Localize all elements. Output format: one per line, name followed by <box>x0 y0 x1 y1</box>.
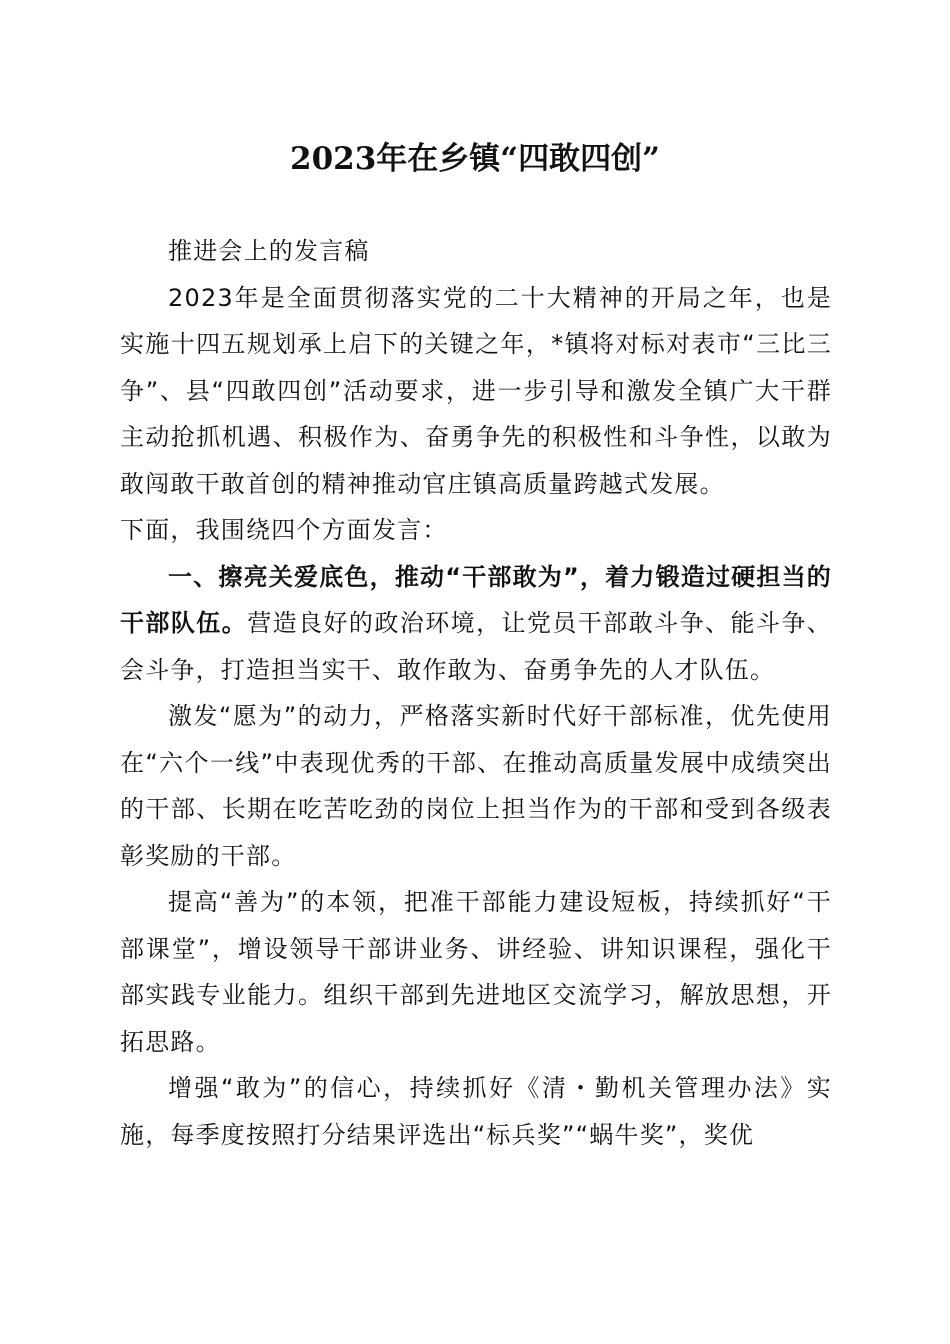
paragraph-text: 营造良好的政治环境，让党员干部敢斗争、能斗争、会斗争，打造担当实干、敢作敢为、奋勇争先的人才队伍。 <box>120 609 832 684</box>
paragraph-text: 2023年是全面贯彻落实党的二十大精神的开局之年，也是实施十四五规划承上启下的关键之年，*镇将对标对表市“三比三争”、县“四敢四创”活动要求，进一步引导和激发全镇广大干群主动抢抓机遇、积极作为、奋勇争先的积极性和斗争性，以敢为敢闯敢干敢首创的精神推动官庄镇高质量跨越式发展。 <box>120 283 832 498</box>
paragraph-text: 提高“善为”的本领，把准干部能力建设短板，持续抓好“干部课堂”，增设领导干部讲业务、讲经验、讲知识课程，强化干部实践专业能力。组织干部到先进地区交流学习，解放思想，开拓思路。 <box>120 888 832 1056</box>
paragraph-capability <box>120 879 832 1065</box>
document-title: 2023年在乡镇“四敢四创” <box>290 141 660 177</box>
paragraph-text: 下面，我围绕四个方面发言： <box>120 516 448 544</box>
paragraph-confidence <box>120 1065 832 1158</box>
document-body <box>120 228 832 1158</box>
paragraph-subtitle <box>120 228 832 275</box>
paragraph-text: 激发“愿为”的动力，严格落实新时代好干部标准，优先使用在“六个一线”中表现优秀的干部、在推动高质量发展中成绩突出的干部、长期在吃苦吃劲的岗位上担当作为的干部和受到各级表彰奖励的干部。 <box>120 702 832 870</box>
paragraph-text: 推进会上的发言稿 <box>168 237 370 265</box>
paragraph-intro <box>120 275 832 508</box>
paragraph-text: 增强“敢为”的信心，持续抓好《清・勤机关管理办法》实施，每季度按照打分结果评选出“标兵奖”“蜗牛奖”，奖优 <box>120 1074 832 1149</box>
paragraph-section-one <box>120 554 832 694</box>
paragraph-willing <box>120 693 832 879</box>
section-heading: 一、擦亮关爱底色，推动“干部敢为”，着力锻造过硬担当的干部队伍。 <box>120 562 832 637</box>
paragraph-transition <box>120 507 832 554</box>
